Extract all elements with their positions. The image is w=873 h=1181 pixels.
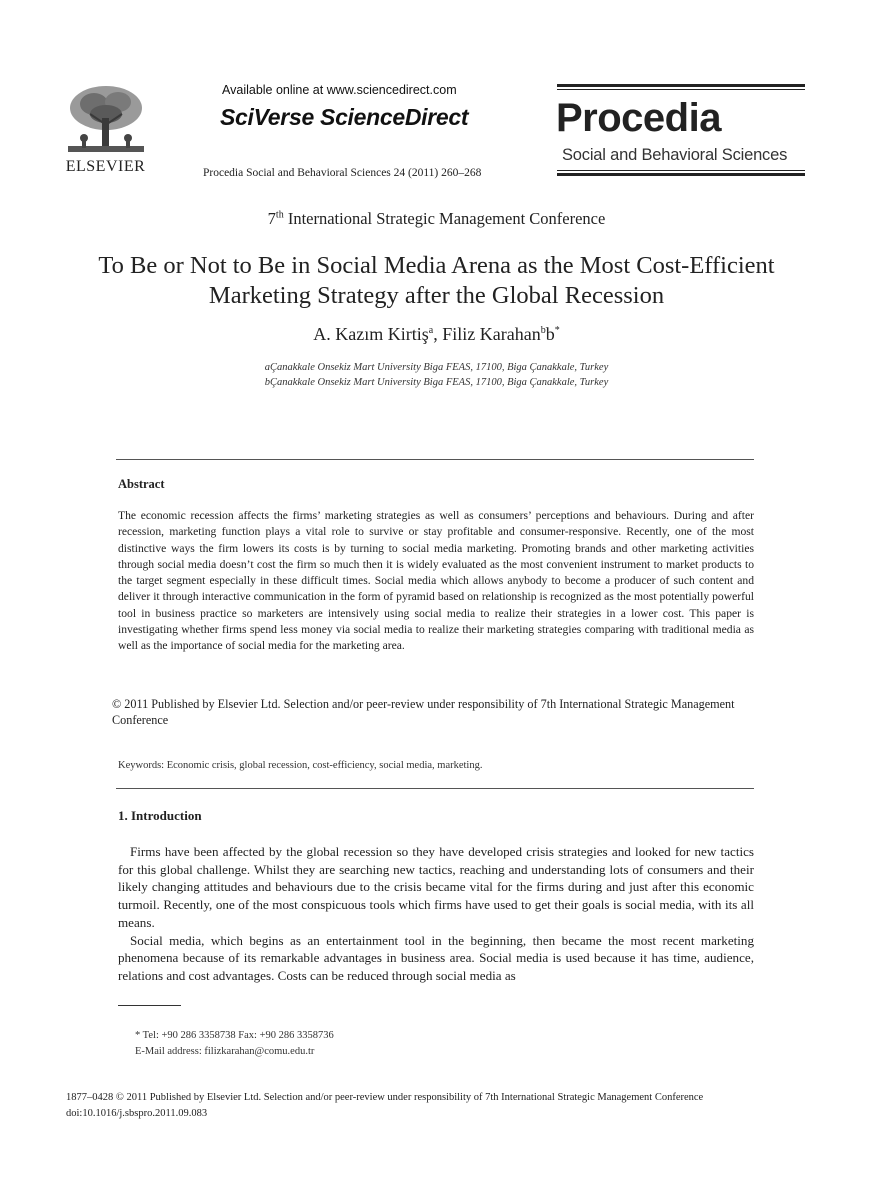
abstract-text: The economic recession affects the firms’ marketing strategies as well as consumers’ perceptions and behaviours. During and after recession, marketing function plays a vital role to survive or stay profitable and consumer-responsive. Recently, one of the most distinctive ways the firm lowers its costs is by turning to social media marketing. Promoting brands and other marketing activities through social media doesn’t cost the firm so much then it is widely evaluated as the most convenient instrument to market products to the target segment especially in these difficult times. Social media which allows anybody to become a producer of such content and deliver it through interactive communication in the form of pyramid based on relationship is recognized as the most potentially powerful tool in business practice so marketers are intensively using social media to realize their strategies in a lower cost. This paper is investigating whether firms spend less money via social media to realize their marketing strategies comparing with traditional media as well as the importance of social media for the marketing area. [118,509,754,653]
affiliation: aÇanakkale Onsekiz Mart University Biga FEAS, 17100, Biga Çanakkale, Turkey [264,362,609,373]
procedia-top-rule-thin [557,89,805,90]
footnote-email: E-Mail address: filizkarahan@comu.edu.tr [135,1046,315,1057]
affiliations [0,360,873,390]
journal-reference: Procedia Social and Behavioral Sciences 24 (2011) 260–268 [203,167,482,179]
paragraph: Firms have been affected by the global recession so they have developed crisis strategies and looked for new tactics for this global challenge. Whilst they are searching new tactics, reaching and understanding lots of consumers and their likely changing attitudes and behaviours due to the crisis became vital for the firms during and just after this economic turmoil. Recently, one of the most conspicuous tools which firms have used to get their goals is social media, with its all means. [118,844,754,930]
footnote-rule [118,1005,181,1006]
author-name: Filiz Karahan [442,324,541,344]
elsevier-logo [58,82,153,178]
author-line: A. Kazım Kirtiş$^a$, Filiz Karahan$^b$b* [313,324,560,344]
procedia-bottom-rule [557,173,805,176]
footnote [135,1028,334,1060]
available-online-text: Available online at www.sciencedirect.com [222,83,457,97]
copyright-notice: © 2011 Published by Elsevier Ltd. Selection and/or peer-review under responsibility of 7th International Strategic Management Conference [112,697,735,727]
procedia-subtitle: Social and Behavioral Sciences [562,146,788,164]
author-name: A. Kazım Kirtiş [313,324,429,344]
keywords-bottom-rule [116,788,754,789]
paper-title: To Be or Not to Be in Social Media Arena as the Most Cost-Efficient Marketing Strategy after the Global Recession [98,252,775,309]
elsevier-wordmark: ELSEVIER [65,158,146,175]
abstract-top-rule [116,459,754,460]
paragraph: Social media, which begins as an entertainment tool in the beginning, then became the most recent marketing phenomena because of its remarkable advantages in business area. Social media is used because it has time, audience, relations and cost advantages. Costs can be reduced through social media as [118,932,754,983]
page-footer [66,1090,703,1122]
sciverse-logo: SciVerse ScienceDirect [220,104,469,130]
doi-link[interactable]: doi:10.1016/j.sbspro.2011.09.083 [66,1108,208,1119]
procedia-bottom-rule-thin [557,170,805,171]
conference-name: 7th International Strategic Management Conference [267,209,606,228]
introduction-body [118,843,754,985]
section-heading: 1. Introduction [118,808,202,823]
procedia-top-rule [557,84,805,87]
abstract-heading: Abstract [118,477,165,491]
keywords: Keywords: Economic crisis, global recession, cost-efficiency, social media, marketing. [118,760,483,771]
procedia-logo: Procedia [556,96,721,140]
affiliation: bÇanakkale Onsekiz Mart University Biga FEAS, 17100, Biga Çanakkale, Turkey [264,377,609,388]
issn-line: 1877–0428 © 2011 Published by Elsevier Ltd. Selection and/or peer-review under responsibility of 7th International Strategic Management Conference [66,1092,704,1103]
elsevier-tree-icon [66,84,146,156]
footnote-contact: * Tel: +90 286 3358738 Fax: +90 286 3358736 [135,1030,334,1041]
